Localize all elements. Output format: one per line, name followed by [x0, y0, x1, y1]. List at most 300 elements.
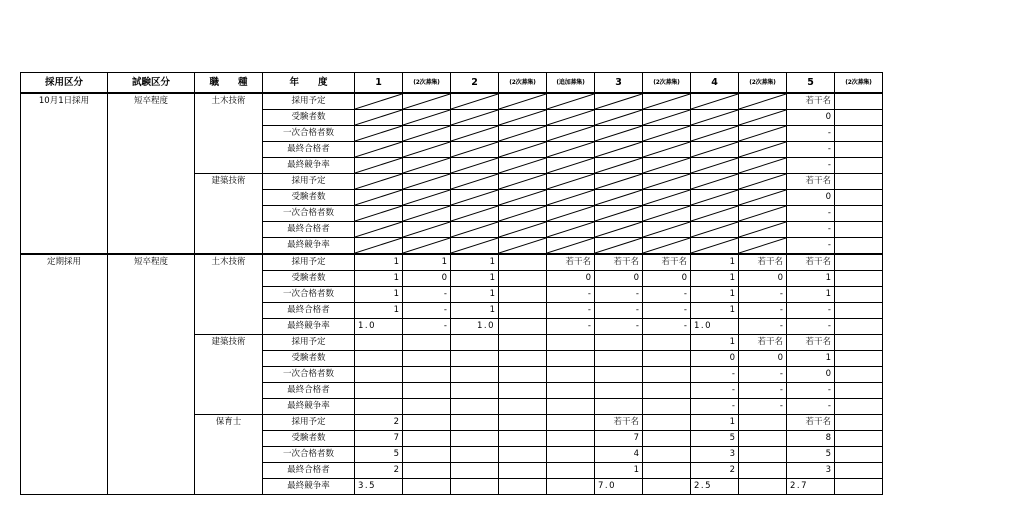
value-cell: 0 — [739, 350, 787, 366]
not-applicable-cell — [643, 157, 691, 173]
diagonal-slash-icon — [595, 238, 642, 253]
value-cell — [595, 398, 643, 414]
value-cell — [451, 462, 499, 478]
value-cell — [547, 462, 595, 478]
not-applicable-cell — [451, 173, 499, 189]
not-applicable-cell — [403, 141, 451, 157]
value-cell — [403, 398, 451, 414]
value-cell: 若干名 — [787, 414, 835, 430]
diagonal-slash-icon — [595, 94, 642, 109]
value-cell: 1 — [451, 270, 499, 286]
diagonal-slash-icon — [547, 126, 594, 141]
value-cell: 1 — [691, 302, 739, 318]
value-cell: - — [403, 318, 451, 334]
not-applicable-cell — [643, 125, 691, 141]
value-cell — [835, 141, 883, 157]
diagonal-slash-icon — [355, 126, 402, 141]
diagonal-slash-icon — [643, 206, 690, 221]
header-cell: 職 種 — [195, 73, 263, 93]
header-cell: (2次募集) — [739, 73, 787, 93]
header-row — [21, 73, 883, 93]
value-cell: - — [739, 398, 787, 414]
not-applicable-cell — [547, 189, 595, 205]
row-label: 受験者数 — [263, 430, 355, 446]
diagonal-slash-icon — [595, 206, 642, 221]
value-cell — [643, 446, 691, 462]
value-cell — [595, 366, 643, 382]
value-cell: 0 — [547, 270, 595, 286]
diagonal-slash-icon — [691, 222, 738, 237]
not-applicable-cell — [355, 125, 403, 141]
row-label: 一次合格者数 — [263, 446, 355, 462]
value-cell: 1.0 — [691, 318, 739, 334]
diagonal-slash-icon — [643, 126, 690, 141]
diagonal-slash-icon — [451, 190, 498, 205]
value-cell: - — [547, 318, 595, 334]
not-applicable-cell — [739, 157, 787, 173]
not-applicable-cell — [355, 141, 403, 157]
diagonal-slash-icon — [499, 206, 546, 221]
value-cell — [499, 366, 547, 382]
value-cell: 若干名 — [739, 334, 787, 350]
row-label: 最終合格者 — [263, 141, 355, 157]
value-cell — [643, 462, 691, 478]
value-cell — [451, 382, 499, 398]
not-applicable-cell — [691, 109, 739, 125]
diagonal-slash-icon — [451, 126, 498, 141]
recruit-category: 定期採用 — [21, 254, 108, 495]
diagonal-slash-icon — [547, 190, 594, 205]
value-cell: 1 — [691, 334, 739, 350]
value-cell — [451, 366, 499, 382]
value-cell: 3 — [691, 446, 739, 462]
not-applicable-cell — [691, 125, 739, 141]
value-cell: - — [643, 318, 691, 334]
exam-category: 短卒程度 — [108, 254, 195, 495]
value-cell: 1 — [691, 286, 739, 302]
value-cell: - — [739, 382, 787, 398]
value-cell — [835, 237, 883, 254]
diagonal-slash-icon — [451, 174, 498, 189]
diagonal-slash-icon — [547, 142, 594, 157]
value-cell — [499, 382, 547, 398]
diagonal-slash-icon — [451, 206, 498, 221]
value-cell: - — [643, 302, 691, 318]
value-cell: 2 — [691, 462, 739, 478]
value-cell: - — [547, 302, 595, 318]
diagonal-slash-icon — [691, 158, 738, 173]
not-applicable-cell — [739, 93, 787, 110]
not-applicable-cell — [403, 205, 451, 221]
not-applicable-cell — [499, 189, 547, 205]
not-applicable-cell — [451, 141, 499, 157]
row-label: 最終競争率 — [263, 318, 355, 334]
header-cell: (2次募集) — [403, 73, 451, 93]
value-cell — [499, 414, 547, 430]
diagonal-slash-icon — [499, 158, 546, 173]
diagonal-slash-icon — [547, 94, 594, 109]
diagonal-slash-icon — [691, 174, 738, 189]
value-cell: - — [595, 302, 643, 318]
value-cell: - — [787, 237, 835, 254]
value-cell — [643, 478, 691, 494]
not-applicable-cell — [643, 237, 691, 254]
diagonal-slash-icon — [451, 94, 498, 109]
header-cell: 採用区分 — [21, 73, 108, 93]
value-cell — [835, 270, 883, 286]
diagonal-slash-icon — [739, 222, 786, 237]
not-applicable-cell — [499, 141, 547, 157]
diagonal-slash-icon — [499, 174, 546, 189]
diagonal-slash-icon — [547, 174, 594, 189]
diagonal-slash-icon — [499, 190, 546, 205]
not-applicable-cell — [595, 173, 643, 189]
value-cell: - — [403, 302, 451, 318]
diagonal-slash-icon — [355, 222, 402, 237]
not-applicable-cell — [595, 93, 643, 110]
value-cell — [499, 318, 547, 334]
row-label: 一次合格者数 — [263, 205, 355, 221]
row-label: 採用予定 — [263, 173, 355, 189]
value-cell: 1 — [355, 254, 403, 271]
value-cell: 1.0 — [451, 318, 499, 334]
job-type: 土木技術 — [195, 254, 263, 335]
diagonal-slash-icon — [547, 222, 594, 237]
not-applicable-cell — [739, 205, 787, 221]
value-cell: 1 — [787, 350, 835, 366]
not-applicable-cell — [643, 205, 691, 221]
value-cell: 若干名 — [643, 254, 691, 271]
row-label: 最終合格者 — [263, 382, 355, 398]
not-applicable-cell — [403, 125, 451, 141]
header-cell: 2 — [451, 73, 499, 93]
value-cell — [547, 478, 595, 494]
value-cell — [547, 446, 595, 462]
not-applicable-cell — [499, 109, 547, 125]
value-cell: 5 — [355, 446, 403, 462]
not-applicable-cell — [691, 157, 739, 173]
value-cell: - — [595, 318, 643, 334]
value-cell — [595, 334, 643, 350]
value-cell — [835, 462, 883, 478]
header-cell: 1 — [355, 73, 403, 93]
value-cell: - — [739, 286, 787, 302]
not-applicable-cell — [739, 109, 787, 125]
not-applicable-cell — [739, 125, 787, 141]
value-cell — [547, 382, 595, 398]
value-cell — [403, 382, 451, 398]
value-cell — [643, 398, 691, 414]
diagonal-slash-icon — [595, 110, 642, 125]
value-cell: - — [739, 302, 787, 318]
value-cell — [835, 414, 883, 430]
row-label: 一次合格者数 — [263, 125, 355, 141]
diagonal-slash-icon — [595, 158, 642, 173]
value-cell — [403, 446, 451, 462]
diagonal-slash-icon — [643, 94, 690, 109]
value-cell — [547, 334, 595, 350]
value-cell: - — [595, 286, 643, 302]
value-cell — [835, 125, 883, 141]
value-cell — [547, 366, 595, 382]
not-applicable-cell — [451, 93, 499, 110]
value-cell: - — [403, 286, 451, 302]
not-applicable-cell — [691, 237, 739, 254]
value-cell: - — [691, 366, 739, 382]
value-cell: 7 — [595, 430, 643, 446]
value-cell: 0 — [787, 109, 835, 125]
diagonal-slash-icon — [547, 206, 594, 221]
diagonal-slash-icon — [355, 190, 402, 205]
not-applicable-cell — [403, 109, 451, 125]
diagonal-slash-icon — [643, 238, 690, 253]
not-applicable-cell — [739, 237, 787, 254]
value-cell: - — [787, 382, 835, 398]
value-cell — [355, 382, 403, 398]
value-cell: 若干名 — [787, 93, 835, 110]
value-cell — [835, 286, 883, 302]
diagonal-slash-icon — [643, 190, 690, 205]
diagonal-slash-icon — [403, 94, 450, 109]
diagonal-slash-icon — [643, 142, 690, 157]
not-applicable-cell — [499, 221, 547, 237]
value-cell: - — [787, 157, 835, 173]
diagonal-slash-icon — [451, 238, 498, 253]
diagonal-slash-icon — [403, 174, 450, 189]
not-applicable-cell — [403, 93, 451, 110]
not-applicable-cell — [451, 205, 499, 221]
value-cell: 4 — [595, 446, 643, 462]
value-cell — [835, 430, 883, 446]
diagonal-slash-icon — [595, 126, 642, 141]
not-applicable-cell — [691, 93, 739, 110]
value-cell — [835, 173, 883, 189]
diagonal-slash-icon — [403, 142, 450, 157]
diagonal-slash-icon — [403, 222, 450, 237]
value-cell: 1 — [691, 254, 739, 271]
value-cell — [355, 366, 403, 382]
value-cell — [835, 318, 883, 334]
value-cell — [403, 462, 451, 478]
row-label: 最終合格者 — [263, 302, 355, 318]
value-cell: 7.0 — [595, 478, 643, 494]
not-applicable-cell — [691, 221, 739, 237]
row-label: 採用予定 — [263, 414, 355, 430]
value-cell — [499, 334, 547, 350]
header-cell: 試験区分 — [108, 73, 195, 93]
value-cell — [499, 350, 547, 366]
diagonal-slash-icon — [499, 126, 546, 141]
header-cell: (2次募集) — [835, 73, 883, 93]
recruit-category: 10月1日採用 — [21, 93, 108, 254]
diagonal-slash-icon — [355, 158, 402, 173]
row-label: 最終合格者 — [263, 221, 355, 237]
diagonal-slash-icon — [691, 126, 738, 141]
value-cell — [835, 157, 883, 173]
job-type: 保育士 — [195, 414, 263, 494]
not-applicable-cell — [451, 189, 499, 205]
value-cell — [451, 430, 499, 446]
not-applicable-cell — [451, 157, 499, 173]
value-cell: 若干名 — [739, 254, 787, 271]
diagonal-slash-icon — [451, 158, 498, 173]
not-applicable-cell — [691, 189, 739, 205]
diagonal-slash-icon — [691, 142, 738, 157]
not-applicable-cell — [403, 173, 451, 189]
value-cell: - — [787, 141, 835, 157]
not-applicable-cell — [355, 189, 403, 205]
diagonal-slash-icon — [499, 142, 546, 157]
value-cell: 1 — [787, 270, 835, 286]
diagonal-slash-icon — [355, 238, 402, 253]
value-cell — [355, 350, 403, 366]
value-cell — [643, 414, 691, 430]
not-applicable-cell — [595, 205, 643, 221]
diagonal-slash-icon — [739, 126, 786, 141]
value-cell: 1 — [451, 286, 499, 302]
diagonal-slash-icon — [499, 238, 546, 253]
diagonal-slash-icon — [595, 174, 642, 189]
value-cell — [403, 478, 451, 494]
value-cell — [499, 446, 547, 462]
value-cell — [595, 350, 643, 366]
value-cell: 1 — [787, 286, 835, 302]
diagonal-slash-icon — [355, 94, 402, 109]
diagonal-slash-icon — [355, 110, 402, 125]
value-cell — [451, 478, 499, 494]
value-cell: 2 — [355, 414, 403, 430]
not-applicable-cell — [451, 109, 499, 125]
value-cell — [643, 334, 691, 350]
value-cell — [547, 430, 595, 446]
value-cell — [835, 254, 883, 271]
value-cell — [547, 350, 595, 366]
job-type: 土木技術 — [195, 93, 263, 174]
not-applicable-cell — [451, 221, 499, 237]
value-cell — [835, 446, 883, 462]
value-cell — [739, 478, 787, 494]
value-cell: 若干名 — [787, 254, 835, 271]
value-cell — [451, 446, 499, 462]
value-cell — [547, 414, 595, 430]
value-cell — [499, 478, 547, 494]
not-applicable-cell — [355, 205, 403, 221]
diagonal-slash-icon — [355, 142, 402, 157]
value-cell — [739, 430, 787, 446]
value-cell: 1 — [691, 270, 739, 286]
diagonal-slash-icon — [643, 222, 690, 237]
value-cell — [739, 462, 787, 478]
not-applicable-cell — [451, 125, 499, 141]
diagonal-slash-icon — [595, 190, 642, 205]
not-applicable-cell — [595, 237, 643, 254]
value-cell — [403, 334, 451, 350]
value-cell — [835, 350, 883, 366]
value-cell — [499, 430, 547, 446]
diagonal-slash-icon — [691, 206, 738, 221]
value-cell: 若干名 — [595, 414, 643, 430]
diagonal-slash-icon — [595, 222, 642, 237]
value-cell — [835, 205, 883, 221]
value-cell — [643, 430, 691, 446]
value-cell — [643, 382, 691, 398]
diagonal-slash-icon — [451, 222, 498, 237]
row-label: 最終競争率 — [263, 478, 355, 494]
header-cell: 3 — [595, 73, 643, 93]
value-cell: - — [643, 286, 691, 302]
row-label: 一次合格者数 — [263, 366, 355, 382]
value-cell — [835, 302, 883, 318]
not-applicable-cell — [643, 109, 691, 125]
not-applicable-cell — [739, 221, 787, 237]
row-label: 一次合格者数 — [263, 286, 355, 302]
diagonal-slash-icon — [403, 238, 450, 253]
row-label: 最終競争率 — [263, 157, 355, 173]
value-cell: 7 — [355, 430, 403, 446]
value-cell — [499, 254, 547, 271]
value-cell — [547, 398, 595, 414]
diagonal-slash-icon — [499, 222, 546, 237]
value-cell: - — [547, 286, 595, 302]
not-applicable-cell — [547, 237, 595, 254]
not-applicable-cell — [595, 125, 643, 141]
diagonal-slash-icon — [403, 190, 450, 205]
not-applicable-cell — [643, 221, 691, 237]
value-cell — [643, 350, 691, 366]
value-cell: 若干名 — [547, 254, 595, 271]
value-cell: 8 — [787, 430, 835, 446]
value-cell: 0 — [787, 366, 835, 382]
diagonal-slash-icon — [499, 110, 546, 125]
not-applicable-cell — [595, 141, 643, 157]
value-cell: - — [787, 205, 835, 221]
value-cell: - — [787, 221, 835, 237]
value-cell — [355, 334, 403, 350]
value-cell: - — [739, 318, 787, 334]
diagonal-slash-icon — [739, 238, 786, 253]
job-type: 建築技術 — [195, 173, 263, 254]
diagonal-slash-icon — [643, 158, 690, 173]
not-applicable-cell — [355, 157, 403, 173]
not-applicable-cell — [355, 237, 403, 254]
value-cell: - — [787, 302, 835, 318]
recruitment-table — [20, 72, 883, 495]
diagonal-slash-icon — [403, 126, 450, 141]
not-applicable-cell — [643, 173, 691, 189]
value-cell: 2.7 — [787, 478, 835, 494]
row-label: 最終競争率 — [263, 398, 355, 414]
not-applicable-cell — [547, 221, 595, 237]
value-cell: - — [691, 398, 739, 414]
value-cell — [499, 270, 547, 286]
diagonal-slash-icon — [643, 174, 690, 189]
value-cell — [835, 366, 883, 382]
not-applicable-cell — [643, 93, 691, 110]
row-label: 採用予定 — [263, 254, 355, 271]
row-label: 最終合格者 — [263, 462, 355, 478]
diagonal-slash-icon — [643, 110, 690, 125]
row-label: 受験者数 — [263, 189, 355, 205]
header-cell: 5 — [787, 73, 835, 93]
not-applicable-cell — [499, 237, 547, 254]
value-cell — [835, 189, 883, 205]
value-cell: 0 — [739, 270, 787, 286]
value-cell — [835, 334, 883, 350]
value-cell: 若干名 — [787, 173, 835, 189]
not-applicable-cell — [739, 173, 787, 189]
value-cell: 5 — [787, 446, 835, 462]
value-cell: 3 — [787, 462, 835, 478]
